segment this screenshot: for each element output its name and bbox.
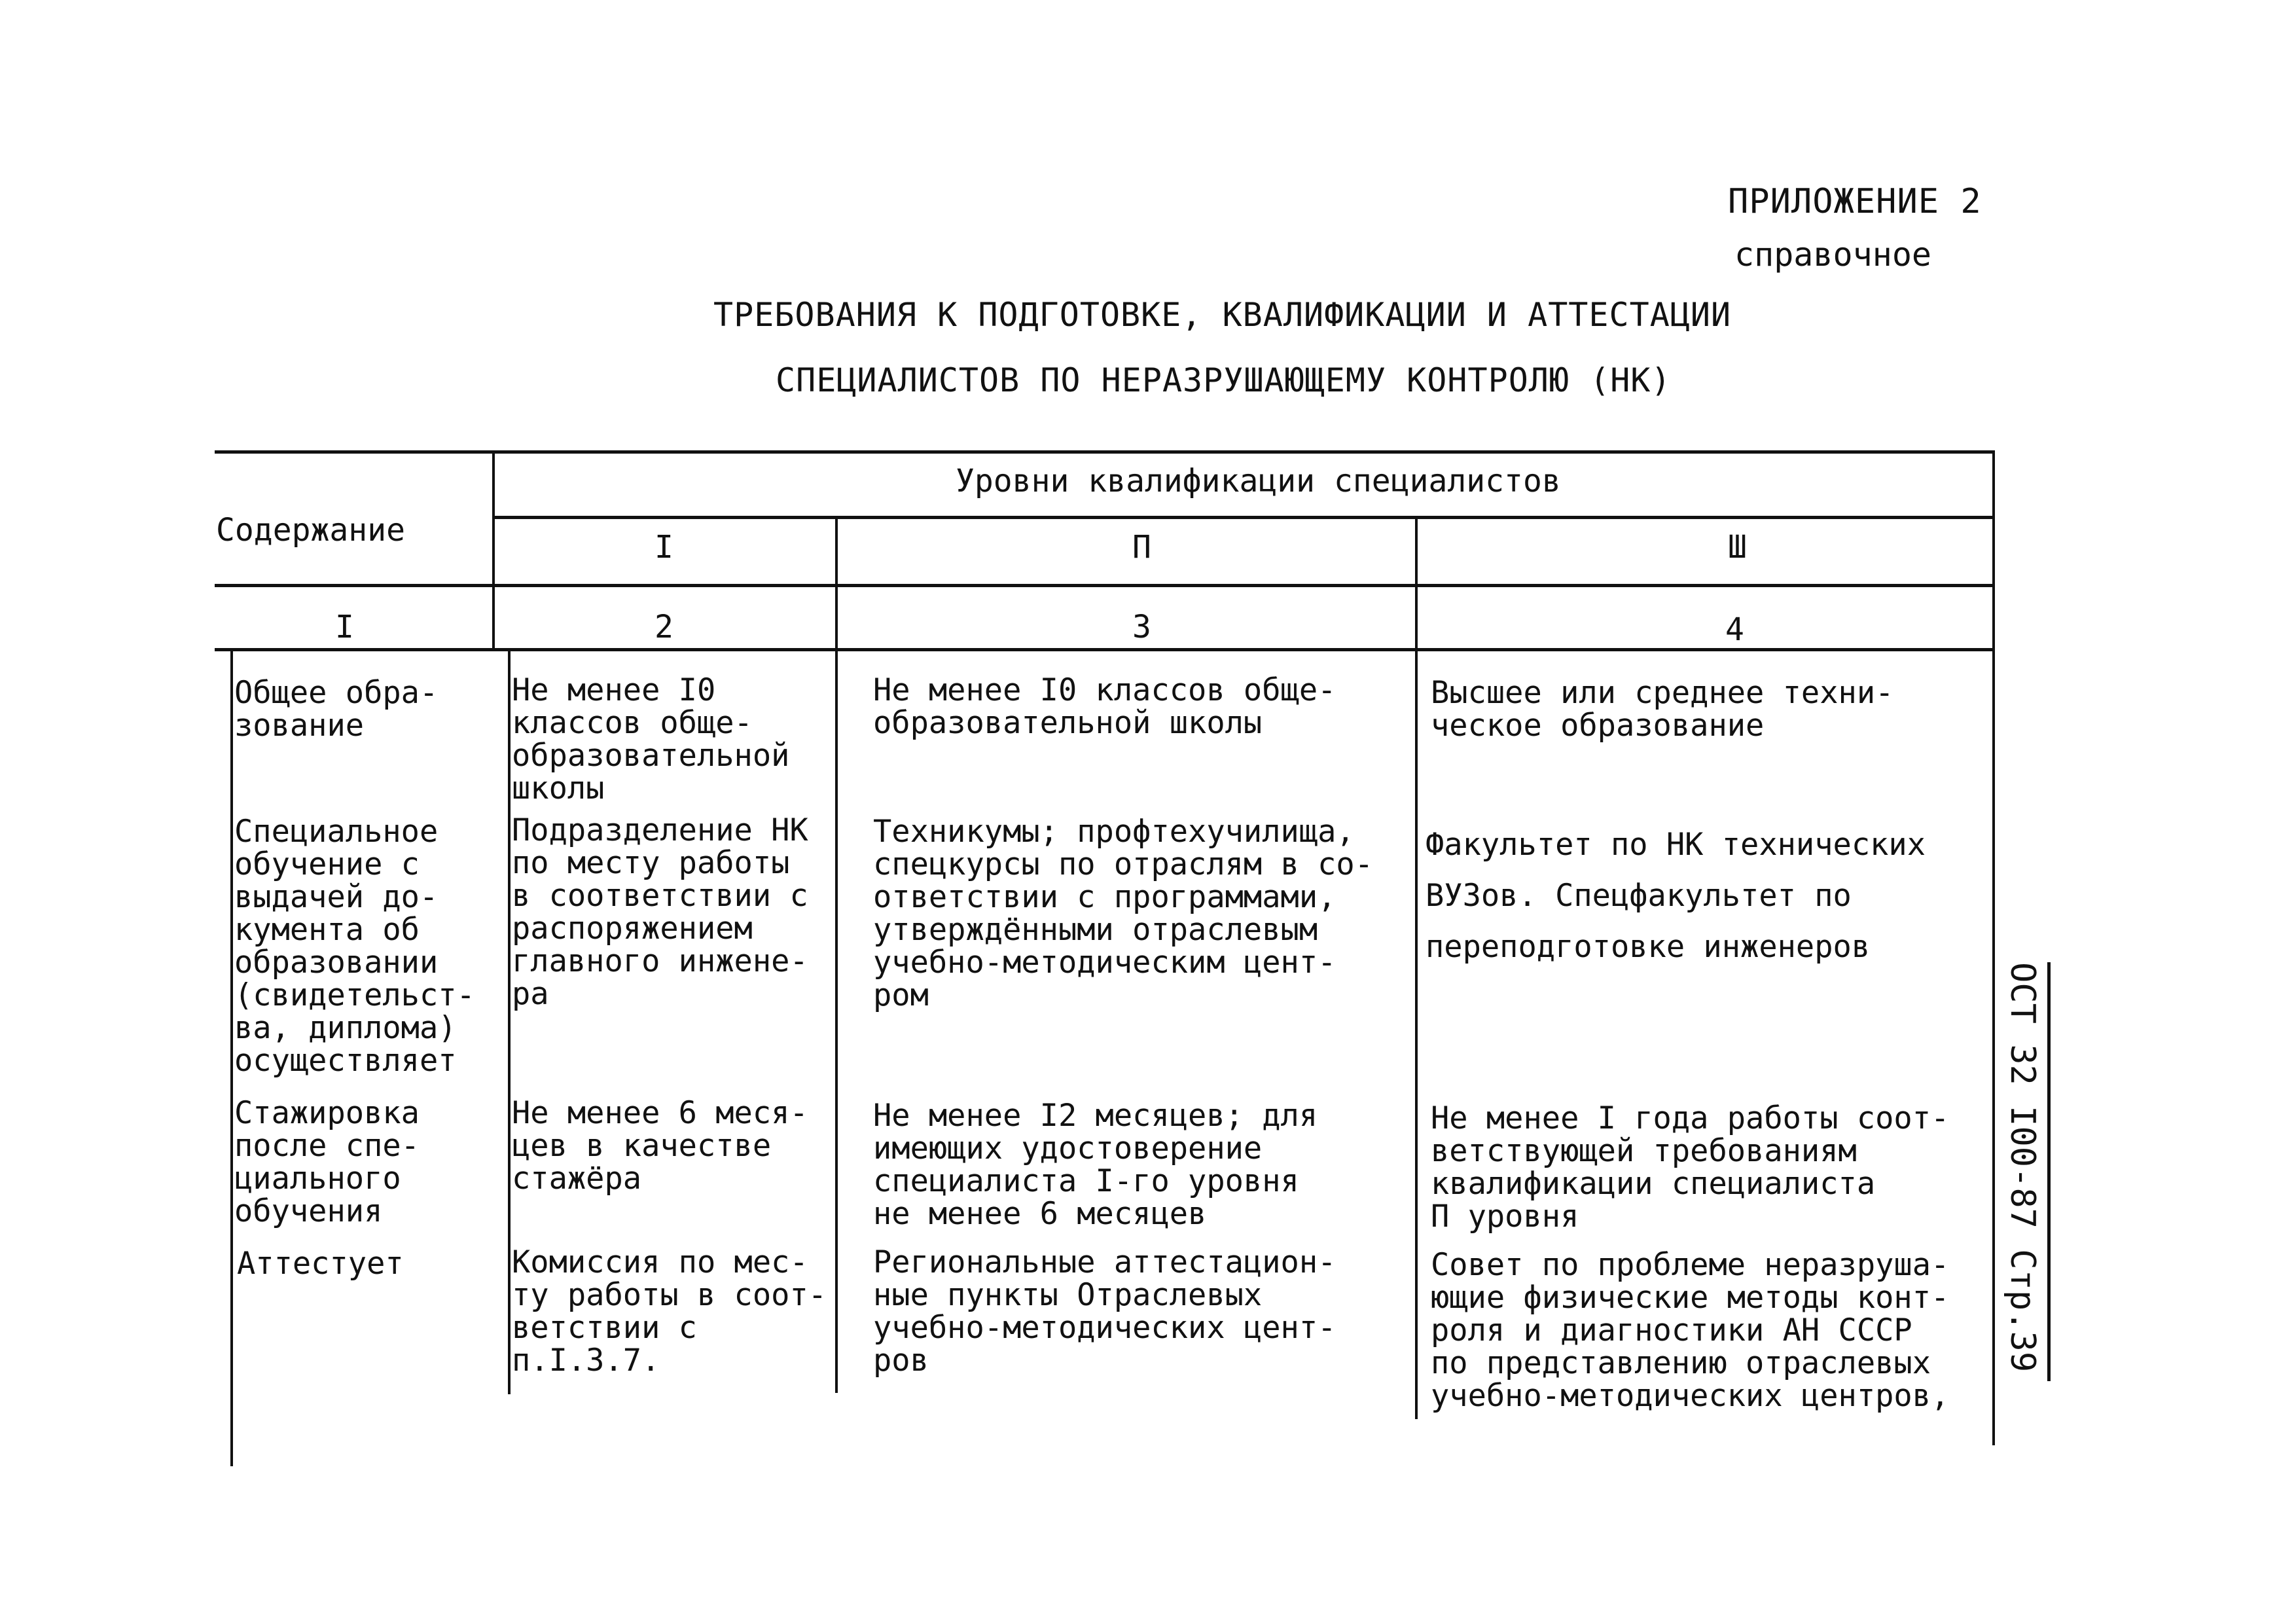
column-number-3: 3 xyxy=(1132,609,1151,645)
content-column-rule xyxy=(492,450,495,648)
levels-group-header: Уровни квалификации специалистов xyxy=(956,463,1561,499)
row-general-education-level2: Не менее I0 классов обще- образовательной школы xyxy=(873,672,1336,741)
row-internship-content: Стажировка после спе- циального обучения xyxy=(234,1095,420,1229)
row-special-training-level2: Техникумы; профтехучилища, спецкурсы по отраслям в со- ответствии с программами, утверждёнными отраслевым учебно-методическим цент- ром xyxy=(873,814,1374,1013)
document-title-line-2: СПЕЦИАЛИСТОВ ПО НЕРАЗРУШАЮЩЕМУ КОНТРОЛЮ (НК) xyxy=(776,361,1672,399)
row-general-education-level3: Высшее или среднее техни- ческое образование xyxy=(1431,675,1894,744)
row-internship-level1: Не менее 6 меся- цев в качестве стажёра xyxy=(512,1095,808,1197)
row-special-training-level3: Факультет по НК технических ВУЗов. Спецфакультет по переподготовке инженеров xyxy=(1426,827,1926,965)
content-column-header: Содержание xyxy=(216,512,405,549)
column-number-4: 4 xyxy=(1725,611,1744,648)
row-certification-level3: Совет по проблеме неразруша- ющие физические методы конт- роля и диагностики АН СССР по представлению отраслевых учебно-методических центров, xyxy=(1431,1247,1950,1414)
column-number-2: 2 xyxy=(655,609,673,645)
level-3-header: Ш xyxy=(1728,529,1747,566)
level-1-header: I xyxy=(655,529,673,566)
row-special-training-content: Специальное обучение с выдачей до- кумента об образовании (свидетельст- ва, диплома) осуществляет xyxy=(234,814,475,1079)
row-internship-level3: Не менее I года работы соот- ветствующей требованиям квалификации специалиста П уровня xyxy=(1431,1100,1950,1235)
document-title-line-1: ТРЕБОВАНИЯ К ПОДГОТОВКЕ, КВАЛИФИКАЦИИ И АТТЕСТАЦИИ xyxy=(713,296,1732,334)
row-certification-level2: Региональные аттестацион- ные пункты Отраслевых учебно-методических цент- ров xyxy=(873,1244,1336,1379)
appendix-label: ПРИЛОЖЕНИЕ 2 xyxy=(1728,182,1982,221)
column-numbers-rule xyxy=(215,648,1995,651)
row-certification-level1: Комиссия по мес- ту работы в соот- ветствии с п.I.3.7. xyxy=(512,1244,827,1379)
column-number-1: I xyxy=(335,609,354,645)
level-2-header: П xyxy=(1132,529,1151,566)
table-right-rule xyxy=(1992,450,1995,1445)
side-stamp-underline xyxy=(2047,962,2051,1381)
row-certification-content: Аттестует xyxy=(237,1246,404,1282)
row-special-training-level1: Подразделение НК по месту работы в соответствии с распоряжением главного инжене- ра xyxy=(512,812,808,1012)
row-general-education-content: Общее обра- зование xyxy=(234,675,439,744)
table-top-rule xyxy=(215,450,1995,454)
row-general-education-level1: Не менее I0 классов обще- образовательной школы xyxy=(512,672,790,806)
row-internship-level2: Не менее I2 месяцев; для имеющих удостоверение специалиста I-го уровня не менее 6 месяцев xyxy=(873,1098,1318,1232)
content-column-left-rule xyxy=(230,648,233,1466)
reference-label: справочное xyxy=(1734,236,1932,274)
level1-left-rule xyxy=(508,648,511,1394)
side-stamp: ОСТ 32 I00-87 Стр.39 xyxy=(2003,962,2042,1373)
level-labels-rule xyxy=(215,584,1995,587)
levels-header-rule xyxy=(492,516,1995,519)
level2-left-rule xyxy=(835,516,838,1393)
level3-left-rule xyxy=(1415,516,1418,1419)
